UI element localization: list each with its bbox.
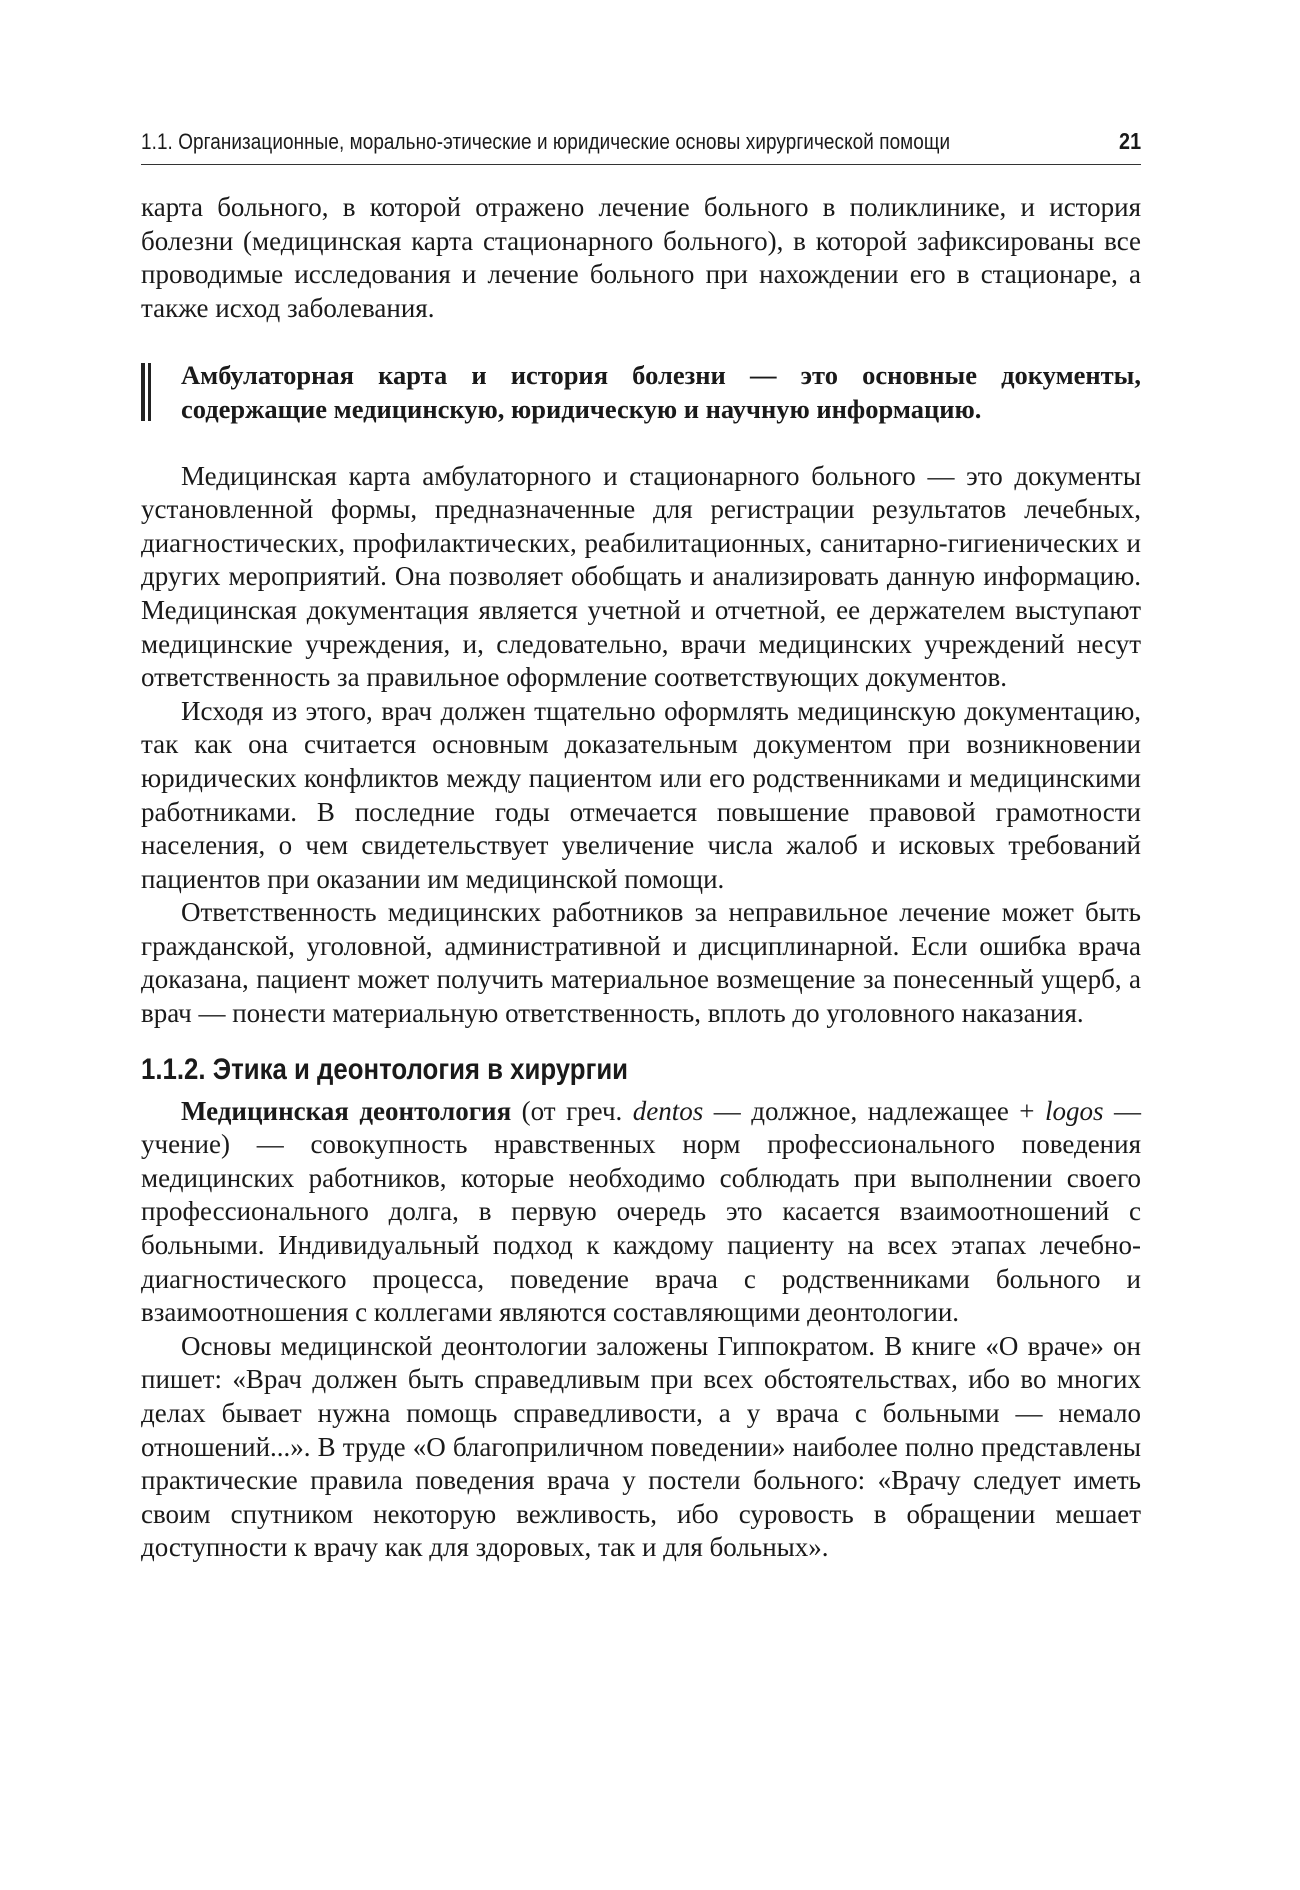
callout-bar-icon	[141, 363, 151, 421]
header-rule	[141, 164, 1141, 165]
book-page	[141, 128, 1141, 1565]
greek-word-dentos: dentos	[632, 1095, 704, 1126]
paragraph-hippocrates: Основы медицинской деонтологии заложены Гиппократом. В книге «О враче» он пишет: «Врач должен быть справедливым при всех обстоятельствах, ибо во многих делах бывает нужна помощь справедливости, а у врача с больными — немало отношений...». В труде «О благоприличном поведении» наиболее полно представлены практические правила поведения врача у постели больного: «Врачу следует иметь своим спутником некоторую вежливость, ибо суровость в обращении мешает доступности к врачу как для здоровых, так и для больных».	[141, 1330, 1141, 1563]
section-heading: 1.1.2. Этика и деонтология в хирургии	[141, 1052, 629, 1086]
greek-word-logos: logos	[1045, 1095, 1104, 1126]
callout-box	[141, 359, 1141, 426]
definition-text-2: — должное, надлежащее +	[703, 1095, 1045, 1126]
definition-text-1: (от греч.	[511, 1095, 633, 1126]
running-head	[141, 128, 1141, 164]
paragraph-documentation: Исходя из этого, врач должен тщательно оформлять медицинскую документацию, так как она считается основным доказательным документом при возникновении юридических конфликтов между пациентом или его родственниками и медицинскими работниками. В последние годы отмечается повышение правовой грамотности населения, о чем свидетельствует увеличение числа жалоб и исковых требований пациентов при оказании им медицинской помощи.	[141, 695, 1141, 894]
paragraph-intro: карта больного, в которой отражено лечение больного в поликлинике, и история болезни (медицинская карта стационарного больного), в которой зафиксированы все проводимые исследования и лечение больного при нахождении его в стационаре, а также исход заболевания.	[141, 192, 1141, 323]
running-head-title: 1.1. Организационные, морально-этические и юридические основы хирургической помощи	[141, 129, 951, 154]
defined-term: Медицинская деонтология	[181, 1095, 512, 1126]
callout-text: Амбулаторная карта и история болезни — это основные документы, содержащие медицинскую, юридическую и научную информацию.	[181, 360, 1141, 424]
page-number: 21	[1118, 128, 1142, 154]
paragraph-deontology-definition	[141, 1095, 1141, 1330]
paragraph-medical-card: Медицинская карта амбулаторного и стационарного больного — это документы установленной формы, предназначенные для регистрации результатов лечебных, диагностических, профилактических, реабилитационных, санитарно-гигиенических и других мероприятий. Она позволяет обобщать и анализировать данную информацию. Медицинская документация является учетной и отчетной, ее держателем выступают медицинские учреждения, и, следовательно, врачи медицинских учреждений несут ответственность за правильное оформление соответствующих документов.	[141, 460, 1141, 693]
definition-text-3: — учение) — совокупность нравственных норм профессионального поведения медицинских работников, которые необходимо соблюдать при выполнении своего профессионального долга, в первую очередь это касается взаимоотношений с больными. Индивидуальный подход к каждому пациенту на всех этапах лечебно-диагностического процесса, поведение врача с родственниками больного и взаимоотношения с коллегами являются составляющими деонтологии.	[141, 1095, 1141, 1328]
paragraph-responsibility: Ответственность медицинских работников за неправильное лечение может быть гражданской, уголовной, административной и дисциплинарной. Если ошибка врача доказана, пациент может получить материальное возмещение за понесенный ущерб, а врач — понести материальную ответственность, вплоть до уголовного наказания.	[141, 897, 1141, 1029]
